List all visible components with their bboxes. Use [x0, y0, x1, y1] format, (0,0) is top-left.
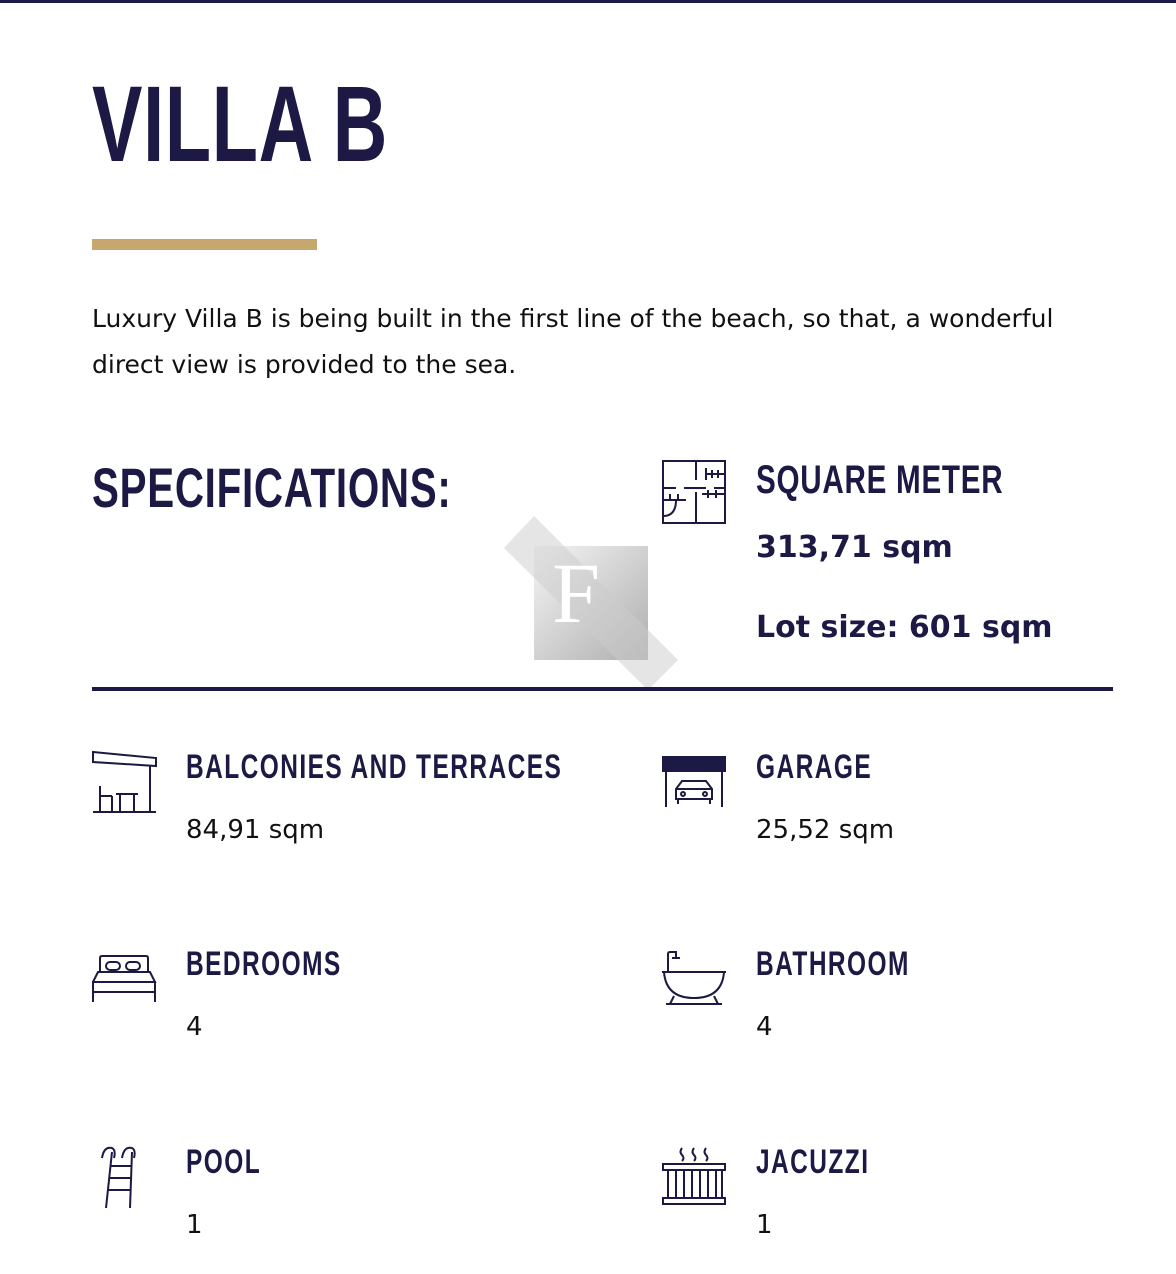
specifications-heading: SPECIFICATIONS:: [92, 456, 452, 519]
bathtub-icon: [660, 950, 728, 1006]
watermark-letter: F: [552, 545, 600, 641]
feature-title-bathroom: BATHROOM: [756, 945, 910, 983]
pool-ladder-icon: [100, 1144, 148, 1212]
balcony-icon: [92, 750, 158, 814]
feature-title-bedrooms: BEDROOMS: [186, 945, 342, 983]
lot-size-value: Lot size: 601 sqm: [756, 610, 1053, 645]
feature-title-jacuzzi: JACUZZI: [756, 1143, 870, 1181]
page-title: VILLA B: [92, 63, 389, 184]
jacuzzi-icon: [662, 1146, 728, 1208]
feature-title-garage: GARAGE: [756, 748, 873, 786]
feature-title-pool: POOL: [186, 1143, 262, 1181]
feature-value-jacuzzi: 1: [756, 1210, 773, 1240]
feature-value-pool: 1: [186, 1210, 203, 1240]
square-meter-value: 313,71 sqm: [756, 530, 953, 565]
feature-title-balconies: BALCONIES AND TERRACES: [186, 748, 563, 786]
feature-value-garage: 25,52 sqm: [756, 815, 895, 845]
garage-icon: [662, 755, 728, 809]
feature-value-balconies: 84,91 sqm: [186, 815, 325, 845]
title-accent-bar: [92, 239, 317, 250]
floorplan-icon: [662, 460, 728, 526]
section-divider: [92, 687, 1113, 691]
feature-value-bedrooms: 4: [186, 1012, 203, 1042]
villa-description: Luxury Villa B is being built in the first line of the beach, so that, a wonderful direct view is provided to the sea.: [92, 304, 1054, 379]
feature-value-bathroom: 4: [756, 1012, 773, 1042]
top-border: [0, 0, 1176, 3]
square-meter-title: SQUARE METER: [756, 458, 1004, 502]
watermark-logo: [500, 514, 680, 690]
bed-icon: [92, 954, 158, 1004]
